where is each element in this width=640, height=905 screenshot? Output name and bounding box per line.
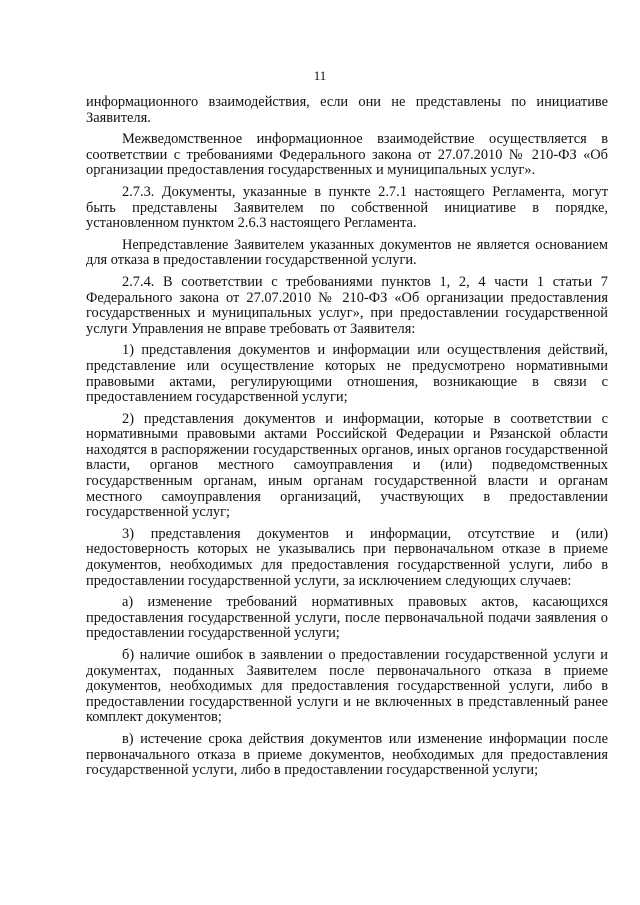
list-item: 3) представления документов и информации, отсутствие и (или) недостоверность которых не указывались при первоначальном отказе в приеме документов, необходимых для предоставления государственной услуги, либо в предоставлении государственной услуги, за исключением следующих случаев: <box>86 525 608 589</box>
sub-list-item: а) изменение требований нормативных правовых актов, касающихся предоставления государственной услуги, после первоначальной подачи заявления о предоставлении государственной услуги; <box>86 594 608 642</box>
paragraph: информационного взаимодействия, если они не представлены по инициативе Заявителя. <box>86 94 608 126</box>
paragraph: 2.7.4. В соответствии с требованиями пунктов 1, 2, 4 части 1 статьи 7 Федерального закона от 27.07.2010 № 210-ФЗ «Об организации предоставления государственных и муниципальных услуг», при предоставлении государственной услуги Управления не вправе требовать от Заявителя: <box>86 273 608 337</box>
list-item: 1) представления документов и информации или осуществления действий, представление или осуществление которых не предусмотрено нормативными правовыми актами, регулирующими отношения, возникающие в связи с предоставлением государственной услуги; <box>86 342 608 406</box>
paragraph: Межведомственное информационное взаимодействие осуществляется в соответствии с требованиями Федерального закона от 27.07.2010 № 210-ФЗ «Об организации предоставления государственных и муниципальных услуг». <box>86 131 608 179</box>
paragraph: Непредставление Заявителем указанных документов не является основанием для отказа в предоставлении государственной услуги. <box>86 236 608 269</box>
document-body <box>86 95 608 779</box>
sub-list-item: в) истечение срока действия документов или изменение информации после первоначального отказа в приеме документов, необходимых для предоставления государственной услуги, либо в предоставлении государственной услуги; <box>86 730 608 779</box>
sub-list-item: б) наличие ошибок в заявлении о предоставлении государственной услуги и документах, поданных Заявителем после первоначального отказа в приеме документов, необходимых для предоставления государственной услуги, либо в предоставлении государственной услуги и не включенных в представленный ранее комплект документов; <box>86 647 608 726</box>
page-number: 11 <box>313 68 327 83</box>
paragraph: 2.7.3. Документы, указанные в пункте 2.7.1 настоящего Регламента, могут быть представлены Заявителем по собственной инициативе в порядке, установленном пунктом 2.6.3 настоящего Регламента. <box>86 183 608 232</box>
list-item: 2) представления документов и информации, которые в соответствии с нормативными правовыми актами Российской Федерации и Рязанской области находятся в распоряжении государственных органов, иных органов государственной власти, органов местного самоуправления и (или) подведомственных государственным органам, иным органам государственной власти и органам местного самоуправления организаций, участвующих в предоставлении государственной услуг; <box>86 410 608 521</box>
